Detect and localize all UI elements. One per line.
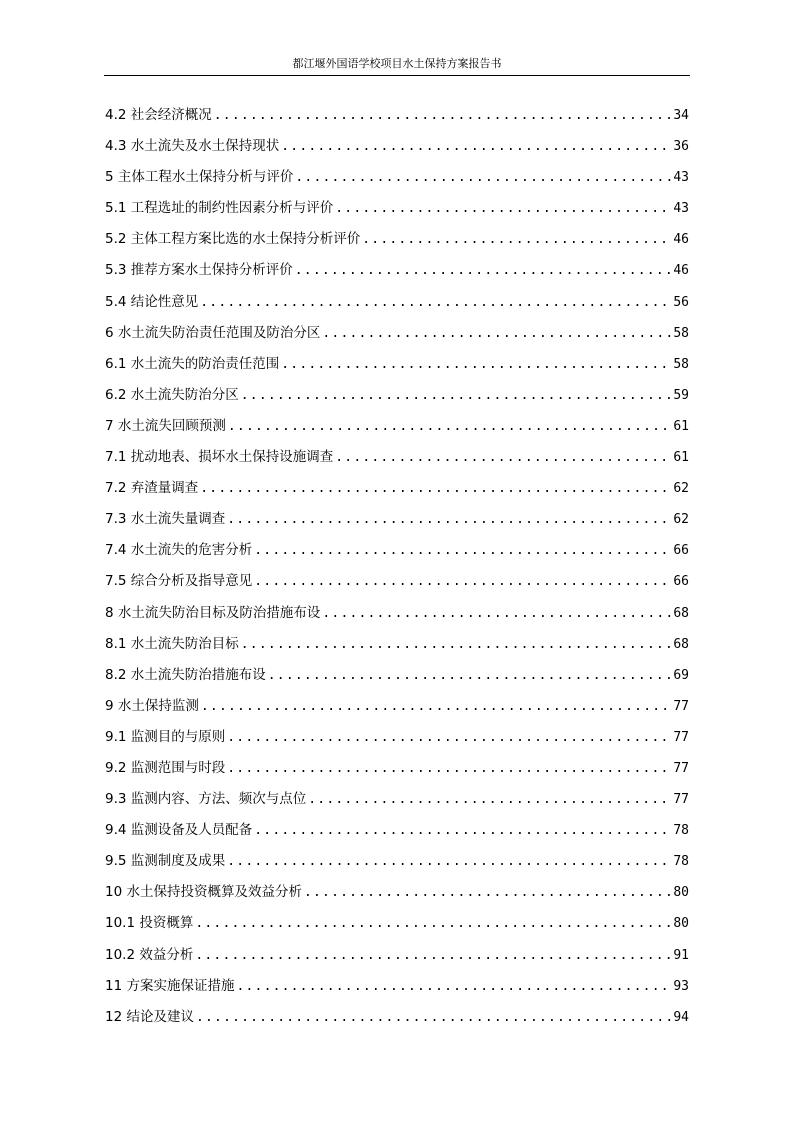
toc-entry-title: 5.2 主体工程方案比选的水土保持分析评价 — [105, 231, 361, 248]
toc-leader-dots — [195, 908, 671, 939]
toc-entry[interactable] — [105, 224, 689, 255]
toc-entry-page: 46 — [673, 232, 689, 248]
toc-leader-dots — [200, 473, 671, 504]
toc-entry-page: 56 — [673, 294, 689, 310]
toc-entry-title: 12 结论及建议 — [105, 1008, 194, 1025]
toc-entry-title: 8.1 水土流失防治目标 — [105, 635, 239, 652]
toc-entry-page: 34 — [673, 108, 689, 123]
toc-entry-title: 5.1 工程选址的制约性因素分析与评价 — [105, 200, 334, 217]
toc-entry-page: 80 — [673, 916, 689, 932]
toc-entry-title: 7.1 扰动地表、损坏水土保持设施调查 — [105, 449, 334, 466]
toc-entry-page: 58 — [673, 356, 689, 372]
toc-entry[interactable] — [105, 380, 689, 411]
toc-entry[interactable] — [105, 753, 689, 784]
toc-leader-dots — [335, 193, 671, 224]
toc-entry-title: 8.2 水土流失防治措施布设 — [105, 666, 266, 683]
toc-leader-dots — [281, 131, 671, 162]
toc-entry[interactable] — [105, 940, 689, 971]
toc-leader-dots — [236, 971, 671, 1002]
toc-entry[interactable] — [105, 535, 689, 566]
toc-leader-dots — [335, 442, 671, 473]
toc-entry[interactable] — [105, 908, 689, 939]
toc-entry-page: 59 — [673, 387, 689, 403]
toc-leader-dots — [362, 224, 671, 255]
toc-entry[interactable] — [105, 846, 689, 877]
toc-leader-dots — [228, 411, 671, 442]
toc-leader-dots — [254, 566, 671, 597]
toc-entry-page: 77 — [673, 729, 689, 745]
toc-leader-dots — [241, 380, 672, 411]
toc-leader-dots — [214, 100, 672, 131]
toc-entry-title: 6.2 水土流失防治分区 — [105, 386, 239, 403]
page-header — [104, 55, 690, 76]
toc-leader-dots — [227, 846, 671, 877]
toc-leader-dots — [304, 877, 671, 908]
toc-leader-dots — [227, 722, 671, 753]
toc-entry-page: 77 — [673, 698, 689, 714]
toc-entry-title: 7.5 综合分析及指导意见 — [105, 573, 253, 590]
toc-entry-title: 7.3 水土流失量调查 — [105, 511, 226, 528]
toc-entry-page: 58 — [673, 325, 689, 341]
toc-entry-title: 6.1 水土流失的防治责任范围 — [105, 355, 280, 372]
toc-entry-title: 5.3 推荐方案水土保持分析评价 — [105, 262, 293, 279]
toc-leader-dots — [254, 535, 671, 566]
toc-entry-title: 7.4 水土流失的危害分析 — [105, 542, 253, 559]
toc-entry-page: 68 — [673, 636, 689, 652]
toc-entry-page: 78 — [673, 823, 689, 839]
toc-entry-title: 10.2 效益分析 — [105, 946, 194, 963]
toc-entry-title: 5 主体工程水土保持分析与评价 — [105, 169, 294, 186]
toc-entry-title: 4.3 水土流失及水土保持现状 — [105, 138, 280, 155]
toc-entry[interactable] — [105, 691, 689, 722]
toc-entry-page: 78 — [673, 854, 689, 870]
toc-entry[interactable] — [105, 318, 689, 349]
toc-entry-title: 7.2 弃渣量调查 — [105, 480, 199, 497]
toc-entry-title: 9.3 监测内容、方法、频次与点位 — [105, 791, 307, 808]
toc-leader-dots — [308, 784, 671, 815]
toc-entry[interactable] — [105, 473, 689, 504]
toc-entry[interactable] — [105, 193, 689, 224]
toc-entry-page: 91 — [673, 947, 689, 963]
toc-entry[interactable] — [105, 971, 689, 1002]
toc-entry-title: 9.5 监测制度及成果 — [105, 853, 226, 870]
toc-leader-dots — [201, 691, 671, 722]
toc-entry-title: 8 水土流失防治目标及防治措施布设 — [105, 604, 321, 621]
toc-entry-page: 69 — [673, 667, 689, 683]
toc-entry-page: 77 — [673, 792, 689, 808]
toc-leader-dots — [281, 349, 671, 380]
toc-entry-title: 11 方案实施保证措施 — [105, 977, 235, 994]
toc-entry[interactable] — [105, 877, 689, 908]
toc-entry-page: 43 — [673, 201, 689, 217]
toc-leader-dots — [195, 940, 671, 971]
toc-entry[interactable] — [105, 722, 689, 753]
toc-entry[interactable] — [105, 442, 689, 473]
toc-entry-title: 9 水土保持监测 — [105, 697, 199, 714]
toc-entry-page: 80 — [673, 885, 689, 901]
toc-leader-dots — [322, 318, 671, 349]
toc-entry-page: 46 — [673, 263, 689, 279]
toc-entry-page: 62 — [673, 512, 689, 528]
toc-entry[interactable] — [105, 162, 689, 193]
toc-entry[interactable] — [105, 131, 689, 162]
toc-entry-page: 62 — [673, 481, 689, 497]
toc-leader-dots — [200, 287, 671, 318]
toc-entry[interactable] — [105, 598, 689, 629]
toc-entry[interactable] — [105, 815, 689, 846]
toc-entry[interactable] — [105, 287, 689, 318]
toc-entry-page: 66 — [673, 543, 689, 559]
toc-leader-dots — [322, 598, 671, 629]
toc-leader-dots — [227, 753, 671, 784]
toc-entry-title: 9.1 监测目的与原则 — [105, 728, 226, 745]
toc-entry-title: 5.4 结论性意见 — [105, 293, 199, 310]
toc-leader-dots — [295, 162, 671, 193]
toc-entry-page: 61 — [673, 418, 689, 434]
toc-entry-page: 94 — [673, 1009, 689, 1025]
toc-leader-dots — [295, 255, 672, 286]
toc-entry-page: 77 — [673, 760, 689, 776]
toc-entry-title: 9.2 监测范围与时段 — [105, 759, 226, 776]
toc-entry[interactable] — [105, 629, 689, 660]
toc-entry[interactable] — [105, 100, 689, 131]
toc-entry[interactable] — [105, 255, 689, 286]
toc-entry-page: 93 — [673, 978, 689, 994]
toc-entry[interactable] — [105, 566, 689, 597]
toc-entry[interactable] — [105, 784, 689, 815]
toc-entry-title: 6 水土流失防治责任范围及防治分区 — [105, 324, 321, 341]
toc-entry[interactable] — [105, 504, 689, 535]
toc-entry[interactable] — [105, 349, 689, 380]
toc-entry[interactable] — [105, 411, 689, 442]
toc-entry-title: 9.4 监测设备及人员配备 — [105, 822, 253, 839]
toc-entry-title: 4.2 社会经济概况 — [105, 107, 212, 123]
toc-entry-title: 7 水土流失回顾预测 — [105, 417, 226, 434]
toc-entry[interactable] — [105, 1002, 689, 1033]
table-of-contents — [105, 100, 689, 1033]
toc-entry-page: 61 — [673, 450, 689, 466]
toc-leader-dots — [268, 660, 672, 691]
toc-entry[interactable] — [105, 660, 689, 691]
document-title: 都江堰外国语学校项目水土保持方案报告书 — [292, 57, 502, 70]
toc-leader-dots — [227, 504, 671, 535]
toc-leader-dots — [196, 1002, 671, 1033]
toc-leader-dots — [241, 629, 672, 660]
toc-leader-dots — [254, 815, 671, 846]
toc-entry-page: 36 — [673, 139, 689, 155]
toc-entry-title: 10 水土保持投资概算及效益分析 — [105, 884, 302, 901]
toc-entry-title: 10.1 投资概算 — [105, 915, 194, 932]
toc-entry-page: 68 — [673, 605, 689, 621]
toc-entry-page: 43 — [673, 170, 689, 186]
toc-entry-page: 66 — [673, 574, 689, 590]
